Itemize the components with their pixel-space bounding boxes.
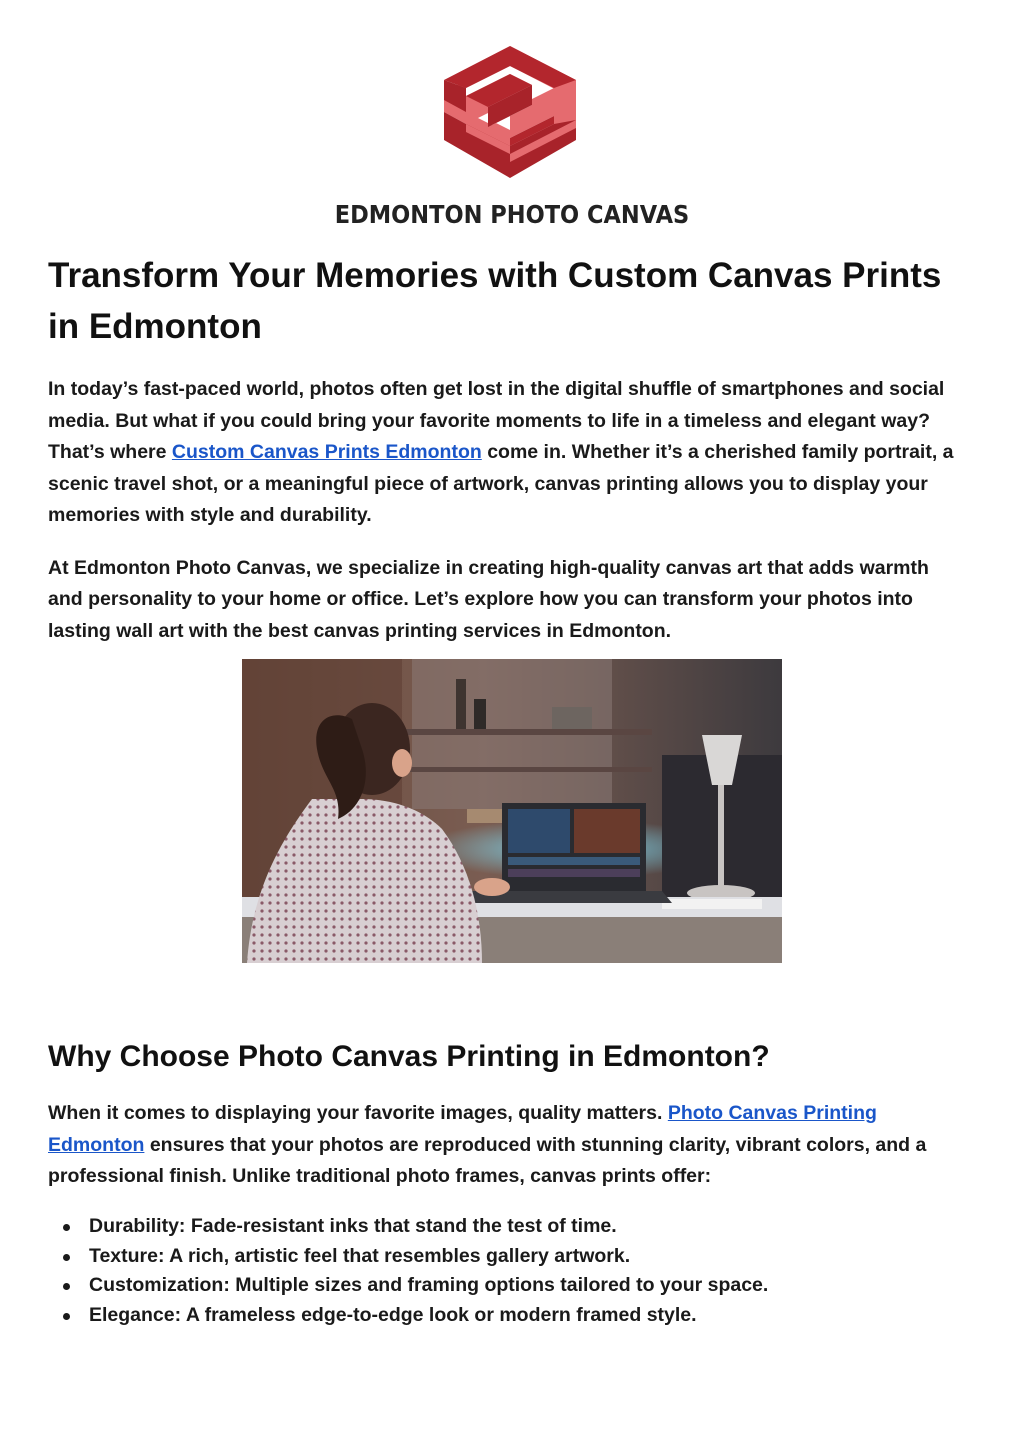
photo-shelf-middle xyxy=(402,767,652,772)
photo-shelf-top xyxy=(392,729,652,735)
list-item-text: Texture: A rich, artistic feel that resembles gallery artwork. xyxy=(89,1244,631,1267)
list-item xyxy=(48,1242,968,1272)
bullet-icon xyxy=(63,1283,70,1290)
list-item-text: Durability: Fade-resistant inks that stand the test of time. xyxy=(89,1215,617,1237)
section-text-after: ensures that your photos are reproduced with stunning clarity, vibrant colors, and a professional finish. Unlike traditional photo frames, canvas prints offer: xyxy=(48,1133,927,1187)
brand-name: EDMONTON PHOTO CANVAS xyxy=(334,200,690,229)
photo-woman-hand xyxy=(474,878,510,896)
photo-notebook xyxy=(662,899,762,909)
photo-jar xyxy=(552,707,592,729)
photo-video-preview-2 xyxy=(574,809,640,853)
page-title: Transform Your Memories with Custom Canvas Prints in Edmonton xyxy=(48,256,942,346)
photo-woman-cheek xyxy=(392,749,412,777)
list-item-text: Customization: Multiple sizes and framing options tailored to your space. xyxy=(89,1274,769,1296)
custom-canvas-prints-link[interactable]: Custom Canvas Prints Edmonton xyxy=(171,441,482,463)
bullet-icon xyxy=(63,1224,70,1231)
section-heading: Why Choose Photo Canvas Printing in Edmonton? xyxy=(48,1040,770,1073)
bullet-icon xyxy=(63,1313,70,1320)
section-paragraph xyxy=(48,1098,968,1193)
photo-video-preview xyxy=(508,809,570,853)
photo-timeline-2 xyxy=(508,869,640,877)
section-text-before: When it comes to displaying your favorite images, quality matters. xyxy=(48,1102,668,1124)
photo-lamp-stem xyxy=(718,785,724,889)
intro-text-after: come in. Whether it’s a cherished family portrait, a scenic travel shot, or a meaningful piece of artwork, canvas printing allows you to display your memories with style and durability. xyxy=(48,441,954,526)
list-item xyxy=(48,1301,968,1331)
header-logo xyxy=(0,0,1024,240)
list-item xyxy=(48,1212,968,1242)
article-intro xyxy=(48,250,968,647)
photo-bottle-2 xyxy=(474,699,486,729)
photo-bottle xyxy=(456,679,466,729)
woman-editing-video-photo xyxy=(242,659,782,963)
list-item xyxy=(48,1271,968,1301)
edmonton-photo-canvas-logo-icon xyxy=(442,44,578,180)
intro-paragraph xyxy=(48,374,968,532)
photo-canvas-printing-link[interactable]: Photo Canvas Printing Edmonton xyxy=(48,1102,877,1156)
about-paragraph: At Edmonton Photo Canvas, we specialize in creating high-quality canvas art that adds warmth and personality to your home or office. Let’s explore how you can transform your photos into lasting wall art with the best canvas printing services in Edmonton. xyxy=(48,556,929,642)
intro-text-before: In today’s fast-paced world, photos often get lost in the digital shuffle of smartphones and social media. But what if you could bring your favorite moments to life in a timeless and elegant way? That’s where xyxy=(48,378,945,463)
photo-timeline xyxy=(508,857,640,865)
benefits-list xyxy=(48,1212,968,1330)
bullet-icon xyxy=(63,1254,70,1261)
list-item-text: Elegance: A frameless edge-to-edge look or modern framed style. xyxy=(89,1303,697,1326)
